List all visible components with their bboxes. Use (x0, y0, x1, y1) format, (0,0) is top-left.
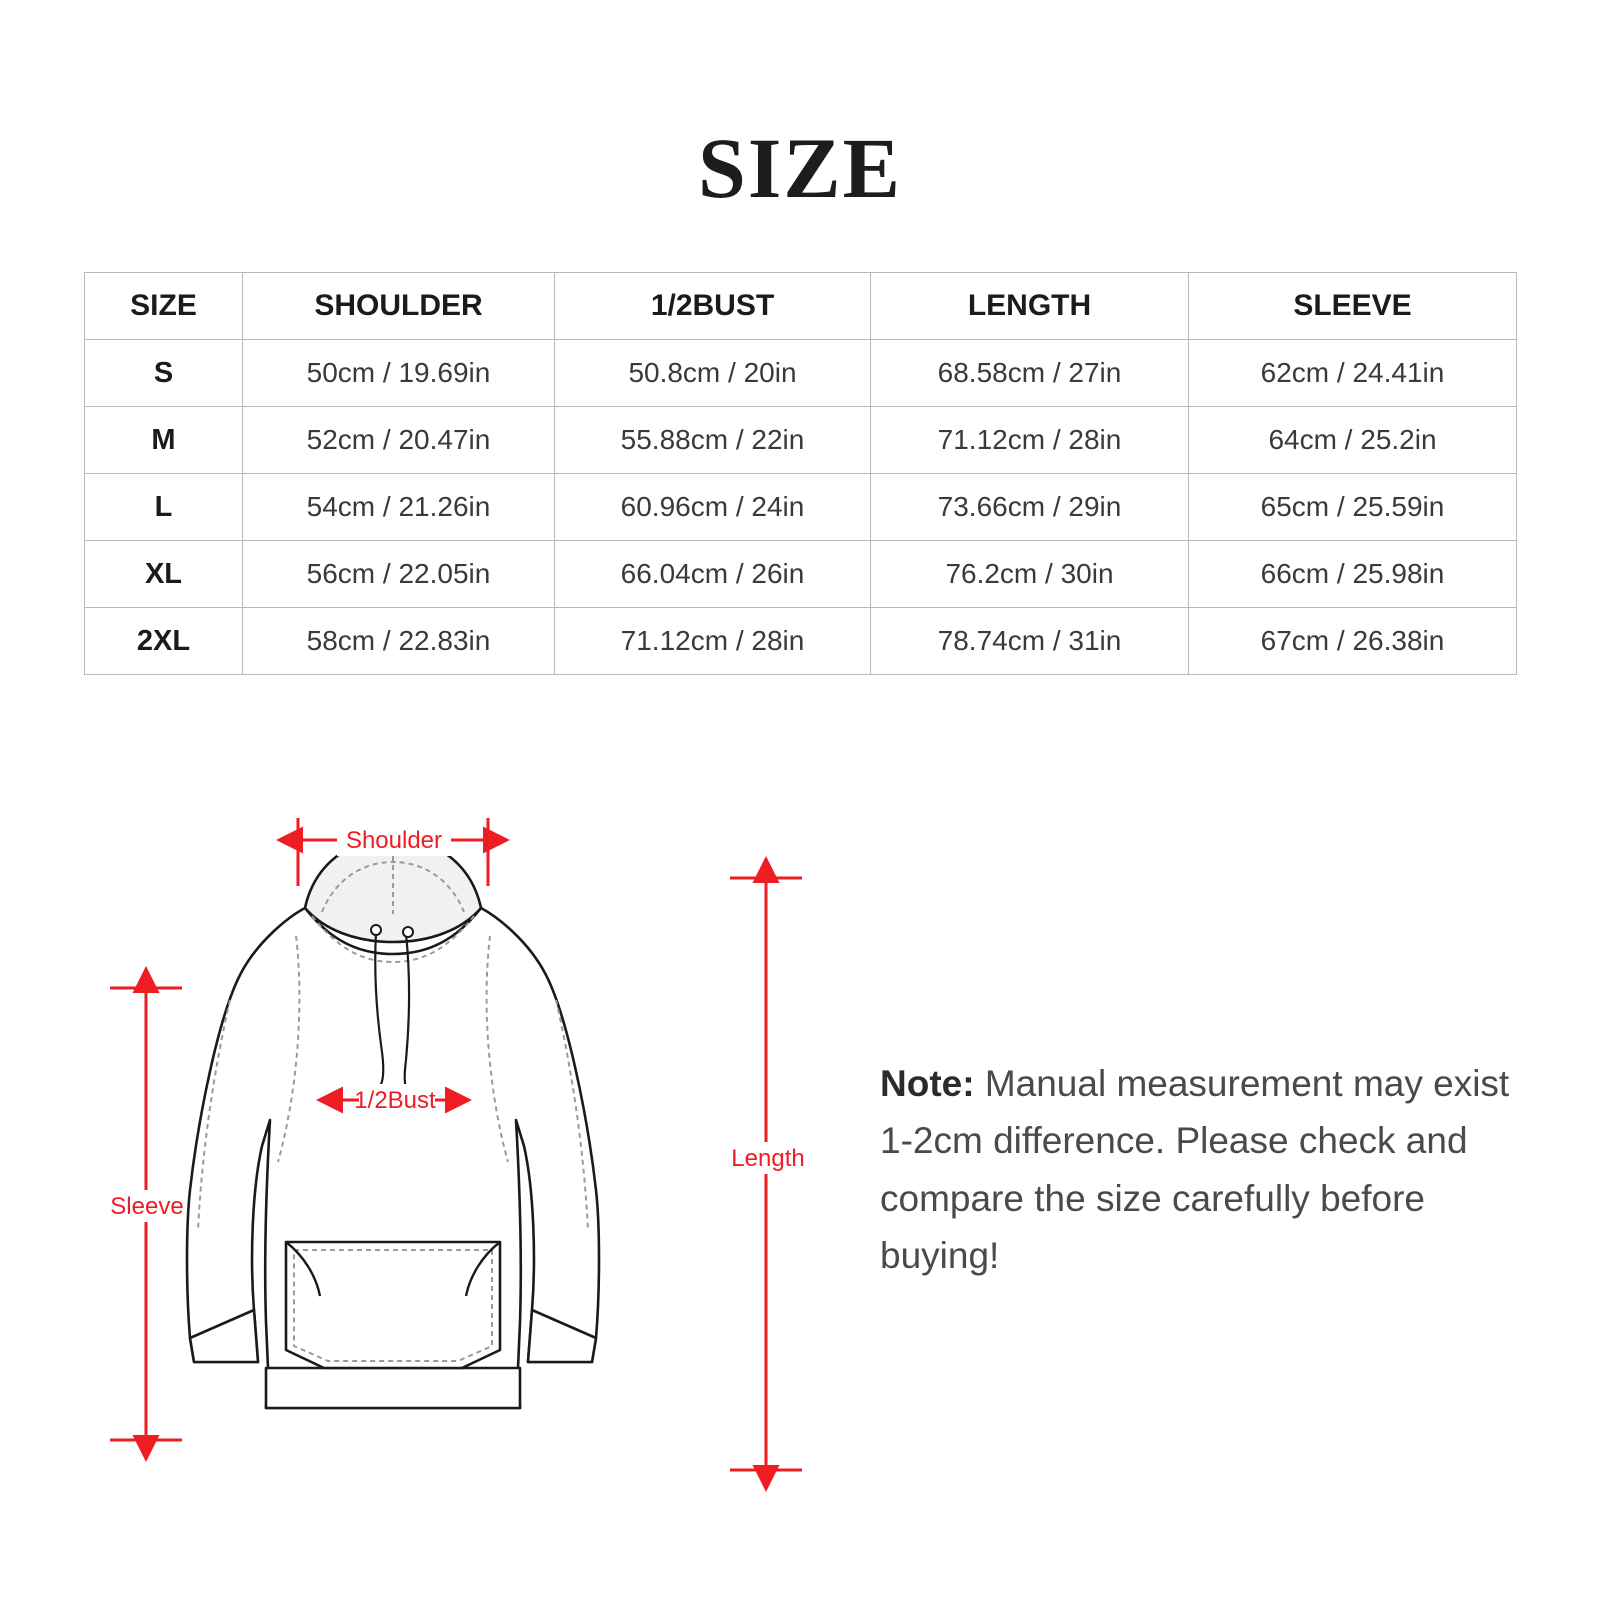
table-row (85, 474, 1517, 541)
sleeve-label: Sleeve (110, 1193, 184, 1220)
cell-shoulder: 50cm / 19.69in (243, 340, 555, 407)
table-row (85, 608, 1517, 675)
hoodie-measurement-diagram (90, 790, 830, 1510)
cell-length: 73.66cm / 29in (871, 474, 1189, 541)
length-label: Length (731, 1145, 805, 1172)
cell-shoulder: 58cm / 22.83in (243, 608, 555, 675)
hoodie-illustration (187, 838, 599, 1408)
cell-sleeve: 66cm / 25.98in (1189, 541, 1517, 608)
cell-size: S (85, 340, 243, 407)
cell-sleeve: 65cm / 25.59in (1189, 474, 1517, 541)
cell-bust: 71.12cm / 28in (555, 608, 871, 675)
cell-size: XL (85, 541, 243, 608)
cell-length: 68.58cm / 27in (871, 340, 1189, 407)
column-header-bust: 1/2BUST (555, 273, 871, 340)
bust-label: 1/2Bust (354, 1087, 436, 1114)
size-chart-table (84, 272, 1517, 675)
cell-size: L (85, 474, 243, 541)
cell-size: M (85, 407, 243, 474)
cell-length: 71.12cm / 28in (871, 407, 1189, 474)
measurement-note (880, 1055, 1520, 1284)
note-prefix: Note: (880, 1063, 975, 1104)
cell-length: 78.74cm / 31in (871, 608, 1189, 675)
column-header-sleeve: SLEEVE (1189, 273, 1517, 340)
table-row (85, 541, 1517, 608)
cell-shoulder: 56cm / 22.05in (243, 541, 555, 608)
column-header-size: SIZE (85, 273, 243, 340)
note-text: Manual measurement may exist 1-2cm difference. Please check and compare the size carefully before buying! (880, 1063, 1510, 1277)
cell-length: 76.2cm / 30in (871, 541, 1189, 608)
page-title: SIZE (697, 120, 903, 216)
table-row (85, 340, 1517, 407)
cell-sleeve: 64cm / 25.2in (1189, 407, 1517, 474)
column-header-shoulder: SHOULDER (243, 273, 555, 340)
cell-shoulder: 54cm / 21.26in (243, 474, 555, 541)
cell-sleeve: 67cm / 26.38in (1189, 608, 1517, 675)
cell-bust: 50.8cm / 20in (555, 340, 871, 407)
table-row (85, 407, 1517, 474)
cell-size: 2XL (85, 608, 243, 675)
column-header-length: LENGTH (871, 273, 1189, 340)
cell-bust: 55.88cm / 22in (555, 407, 871, 474)
cell-bust: 66.04cm / 26in (555, 541, 871, 608)
shoulder-label: Shoulder (345, 827, 443, 854)
cell-bust: 60.96cm / 24in (555, 474, 871, 541)
cell-shoulder: 52cm / 20.47in (243, 407, 555, 474)
cell-sleeve: 62cm / 24.41in (1189, 340, 1517, 407)
table-header-row (85, 273, 1517, 340)
